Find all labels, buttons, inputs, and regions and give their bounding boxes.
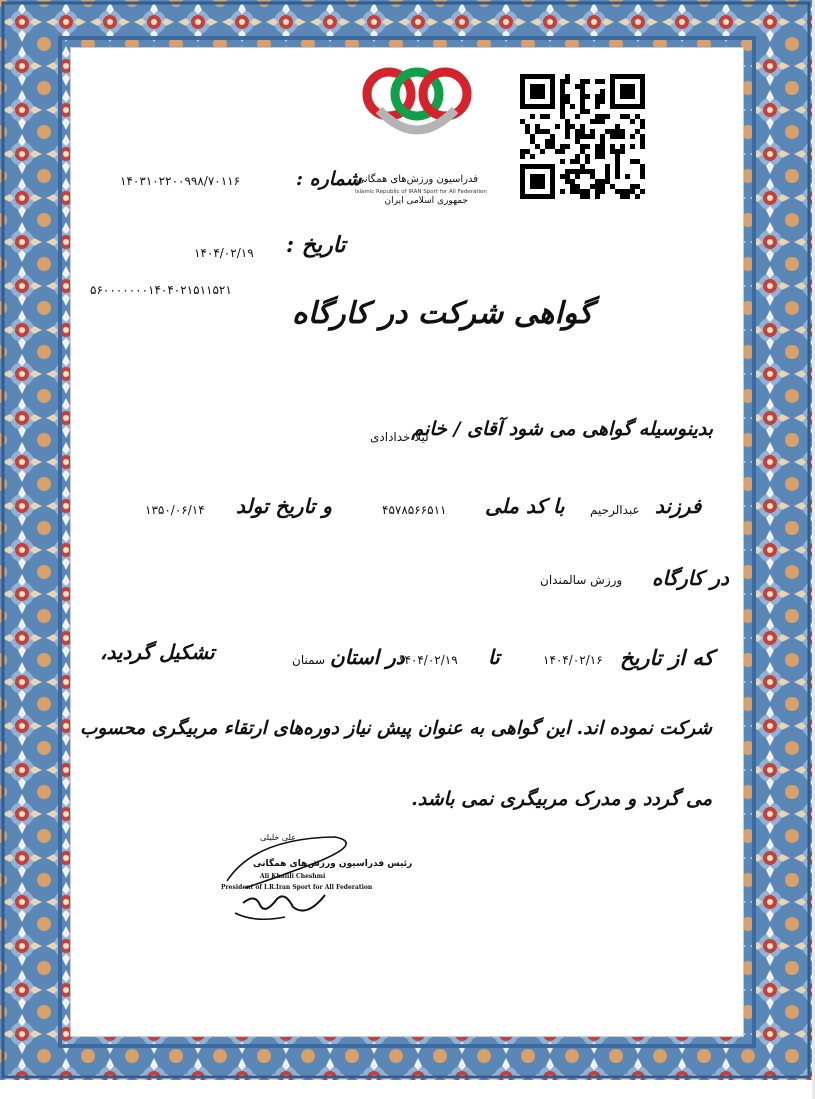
from-label: که از تاریخ bbox=[620, 645, 714, 670]
logo-fa-name: فدراسیون ورزش‌های همگانی bbox=[356, 174, 478, 185]
logo-en-name: Islamic Republic of IRAN Sport for All Federation bbox=[355, 189, 487, 195]
person-name: لیلا خدادادی bbox=[370, 430, 429, 444]
qr-code bbox=[520, 74, 645, 199]
tracking-code: ۵۶۰۰۰۰۰۰۰۱۴۰۴۰۲۱۵۱۱۵۲۱ bbox=[90, 283, 232, 297]
body-line-2: شرکت نموده اند. این گواهی به عنوان پیش نیاز دوره‌های ارتقاء مربیگری محسوب bbox=[79, 718, 712, 739]
date-value: ۱۴۰۴/۰۲/۱۹ bbox=[194, 246, 254, 260]
province: سمنان bbox=[292, 653, 326, 667]
to-date: ۱۴۰۴/۰۲/۱۹ bbox=[398, 653, 458, 667]
number-value: ۱۴۰۳۱۰۲۲۰۰۹۹۸/۷۰۱۱۶ bbox=[120, 174, 241, 188]
federation-logo bbox=[355, 58, 487, 206]
formed-label: تشکیل گردید، bbox=[100, 640, 215, 664]
signer-en: Ali Khalili Cheshmi bbox=[260, 873, 326, 880]
date-label: تاریخ : bbox=[286, 232, 346, 258]
signer-fa: علی خلیلی bbox=[260, 833, 296, 842]
father-label: فرزند bbox=[655, 494, 702, 518]
logo-country: جمهوری اسلامی ایران bbox=[384, 196, 468, 206]
body-line-3: می گردد و مدرک مربیگری نمی باشد. bbox=[411, 788, 712, 810]
workshop-name: ورزش سالمندان bbox=[540, 573, 623, 587]
birth-label: و تاریخ تولد bbox=[236, 494, 332, 518]
role-en: President of I.R.Iran Sport for All Federation bbox=[221, 884, 373, 891]
role-fa: رئیس فدراسیون ورزش‌های همگانی bbox=[253, 859, 413, 869]
national-code-label: با کد ملی bbox=[485, 494, 565, 518]
father-name: عبدالرحیم bbox=[590, 503, 640, 517]
national-code: ۴۵۷۸۵۶۶۵۱۱ bbox=[382, 503, 447, 517]
from-date: ۱۴۰۴/۰۲/۱۶ bbox=[543, 653, 603, 667]
rings-icon bbox=[355, 58, 480, 138]
workshop-label: در کارگاه bbox=[652, 566, 729, 590]
line1-label: بدینوسیله گواهی می شود آقای / خانم bbox=[411, 418, 713, 440]
province-label: در استان bbox=[330, 645, 405, 669]
birth-date: ۱۳۵۰/۰۶/۱۴ bbox=[145, 503, 205, 517]
signature-block bbox=[215, 833, 413, 933]
number-label: شماره : bbox=[296, 168, 362, 190]
handwritten-signature bbox=[215, 833, 385, 933]
certificate-title: گواهی شرکت در کارگاه bbox=[292, 296, 593, 331]
to-label: تا bbox=[488, 645, 500, 669]
